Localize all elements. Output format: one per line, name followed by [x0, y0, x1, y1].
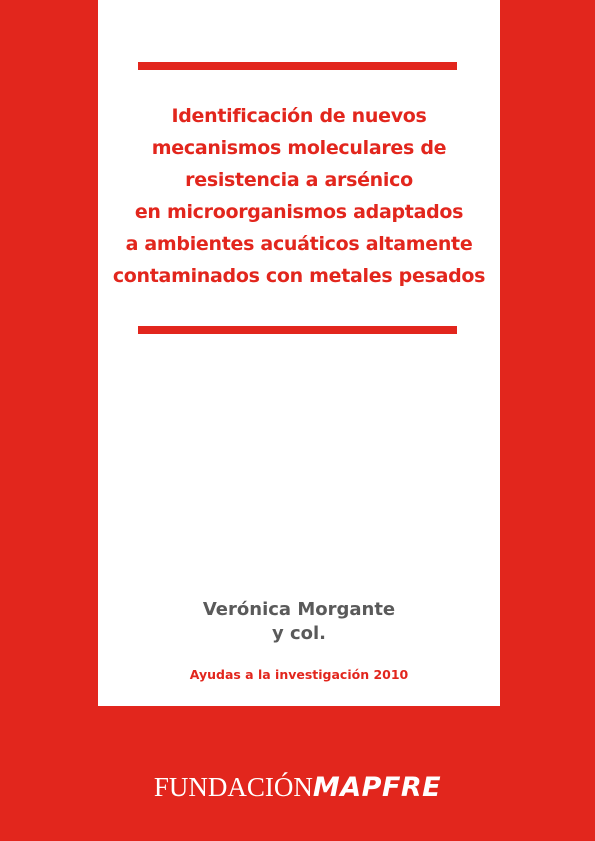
author-suffix: y col. [271, 623, 327, 644]
publisher-logo [0, 772, 595, 803]
title-line: a ambientes acuáticos altamente [125, 233, 473, 255]
title-line: Identificación de nuevos [171, 105, 427, 127]
logo-fundacion-text: FUNDACIÓN [153, 772, 313, 802]
title-line: contaminados con metales pesados [112, 265, 486, 287]
book-title [98, 100, 500, 292]
author-block [98, 598, 500, 646]
bottom-divider [138, 326, 457, 334]
top-divider [138, 62, 457, 70]
grant-line: Ayudas a la investigación 2010 [189, 667, 409, 682]
logo-mapfre-text: MAPFRE [312, 772, 442, 803]
title-line: mecanismos moleculares de [151, 137, 447, 159]
title-line: en microorganismos adaptados [134, 201, 464, 223]
cover-panel [98, 0, 500, 706]
title-line: resistencia a arsénico [185, 169, 413, 191]
author-name: Verónica Morgante [202, 599, 396, 620]
